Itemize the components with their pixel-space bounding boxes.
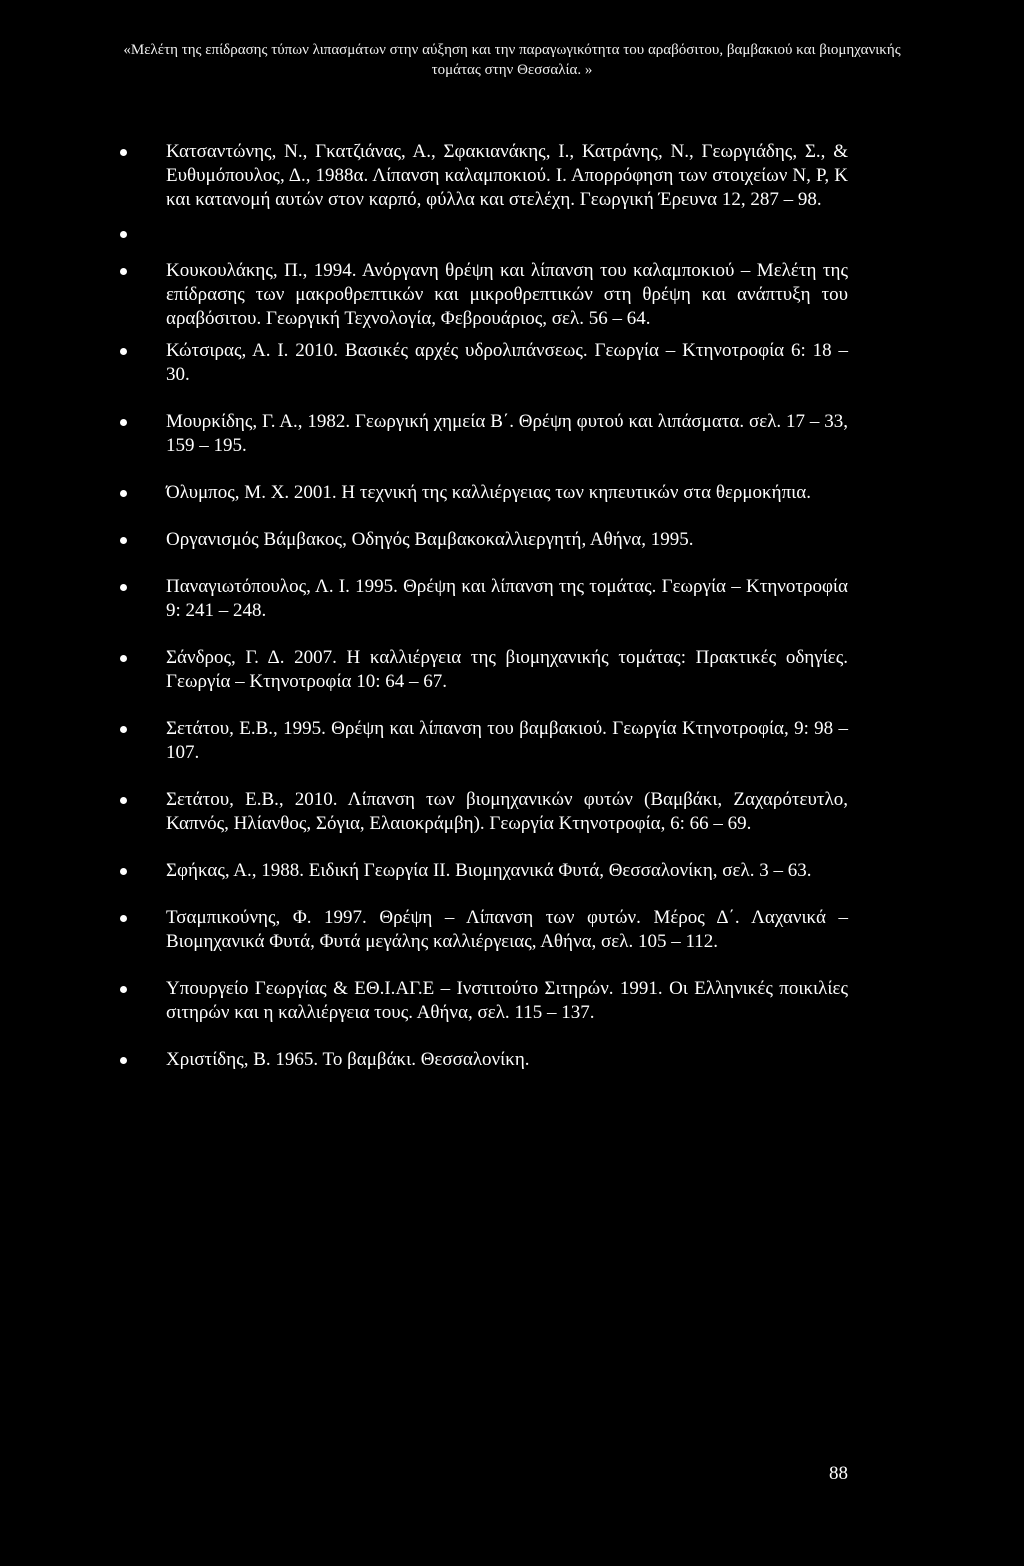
reference-item (120, 788, 848, 836)
bullet-icon (120, 655, 127, 662)
reference-item (120, 481, 848, 505)
reference-text: Χριστίδης, Β. 1965. Το βαμβάκι. Θεσσαλονίκη. (166, 1049, 530, 1070)
reference-item (120, 575, 848, 623)
bullet-icon (120, 1057, 127, 1064)
reference-item (120, 140, 848, 212)
reference-item (120, 339, 848, 387)
bullet-icon (120, 537, 127, 544)
reference-item (120, 646, 848, 694)
running-header-line-2: τομάτας στην Θεσσαλία. » (431, 62, 593, 78)
bullet-icon (120, 268, 127, 275)
reference-item (120, 906, 848, 954)
reference-item (120, 859, 848, 883)
reference-item (120, 1048, 848, 1072)
reference-text: Μουρκίδης, Γ. Α., 1982. Γεωργική χημεία Β΄. Θρέψη φυτού και λιπάσματα. σελ. 17 – 33, 159 – 195. (166, 411, 848, 456)
reference-list (120, 140, 848, 1072)
reference-text: Κώτσιρας, Α. Ι. 2010. Βασικές αρχές υδρολιπάνσεως. Γεωργία – Κτηνοτροφία 6: 18 – 30. (166, 340, 848, 385)
bullet-icon (120, 986, 127, 993)
reference-text: Οργανισμός Βάμβακος, Οδηγός Βαμβακοκαλλιεργητή, Αθήνα, 1995. (166, 529, 694, 550)
reference-text: Σφήκας, Α., 1988. Ειδική Γεωργία ΙΙ. Βιομηχανικά Φυτά, Θεσσαλονίκη, σελ. 3 – 63. (166, 860, 812, 881)
reference-item (120, 717, 848, 765)
bullet-icon (120, 149, 127, 156)
bullet-icon (120, 348, 127, 355)
reference-text: Τσαμπικούνης, Φ. 1997. Θρέψη – Λίπανση των φυτών. Μέρος Δ΄. Λαχανικά – Βιομηχανικά Φυτά, Φυτά μεγάλης καλλιέργειας, Αθήνα, σελ. 105 – 112. (166, 907, 848, 952)
reference-item (120, 528, 848, 552)
reference-item-empty (120, 222, 848, 246)
running-header (80, 40, 944, 80)
bullet-icon (120, 726, 127, 733)
reference-text: Σετάτου, Ε.Β., 2010. Λίπανση των βιομηχανικών φυτών (Βαμβάκι, Ζαχαρότευτλο, Καπνός, Ηλίανθος, Σόγια, Ελαιοκράμβη). Γεωργία Κτηνοτροφία, 6: 66 – 69. (166, 789, 848, 834)
reference-text: Παναγιωτόπουλος, Λ. Ι. 1995. Θρέψη και λίπανση της τομάτας. Γεωργία – Κτηνοτροφία 9: 241 – 248. (166, 576, 848, 621)
reference-text: Κατσαντώνης, Ν., Γκατζιάνας, Α., Σφακιανάκης, Ι., Κατράνης, Ν., Γεωργιάδης, Σ., & Ευθυμόπουλος, Δ., 1988α. Λίπανση καλαμποκιού. Ι. Απορρόφηση των στοιχείων N, P, K και κατανομή αυτών στον καρπό, φύλλα και στελέχη. Γεωργική Έρευνα 12, 287 – 98. (166, 141, 848, 210)
bullet-icon (120, 490, 127, 497)
bullet-icon (120, 797, 127, 804)
reference-item (120, 977, 848, 1025)
reference-text: Κουκουλάκης, Π., 1994. Ανόργανη θρέψη και λίπανση του καλαμποκιού – Μελέτη της επίδρασης των μακροθρεπτικών και μικροθρεπτικών στη θρέψη και ανάπτυξη του αραβόσιτου. Γεωργική Τεχνολογία, Φεβρουάριος, σελ. 56 – 64. (166, 260, 848, 329)
bullet-icon (120, 419, 127, 426)
reference-text: Υπουργείο Γεωργίας & ΕΘ.Ι.ΑΓ.Ε – Ινστιτούτο Σιτηρών. 1991. Οι Ελληνικές ποικιλίες σιτηρών και η καλλιέργεια τους. Αθήνα, σελ. 115 – 137. (166, 978, 848, 1023)
bullet-icon (120, 915, 127, 922)
bullet-icon (120, 868, 127, 875)
page-number: 88 (829, 1463, 848, 1484)
reference-item (120, 259, 848, 331)
reference-text: Σάνδρος, Γ. Δ. 2007. Η καλλιέργεια της βιομηχανικής τομάτας: Πρακτικές οδηγίες. Γεωργία – Κτηνοτροφία 10: 64 – 67. (166, 647, 848, 692)
running-header-line-1: «Μελέτη της επίδρασης τύπων λιπασμάτων στην αύξηση και την παραγωγικότητα του αραβόσιτου, βαμβακιού και βιομηχανικής (123, 42, 901, 58)
bullet-icon (120, 584, 127, 591)
reference-item (120, 410, 848, 458)
reference-text: Σετάτου, Ε.Β., 1995. Θρέψη και λίπανση του βαμβακιού. Γεωργία Κτηνοτροφία, 9: 98 – 107. (166, 718, 848, 763)
reference-text: Όλυμπος, Μ. Χ. 2001. Η τεχνική της καλλιέργειας των κηπευτικών στα θερμοκήπια. (166, 482, 811, 503)
bullet-icon (120, 231, 127, 238)
